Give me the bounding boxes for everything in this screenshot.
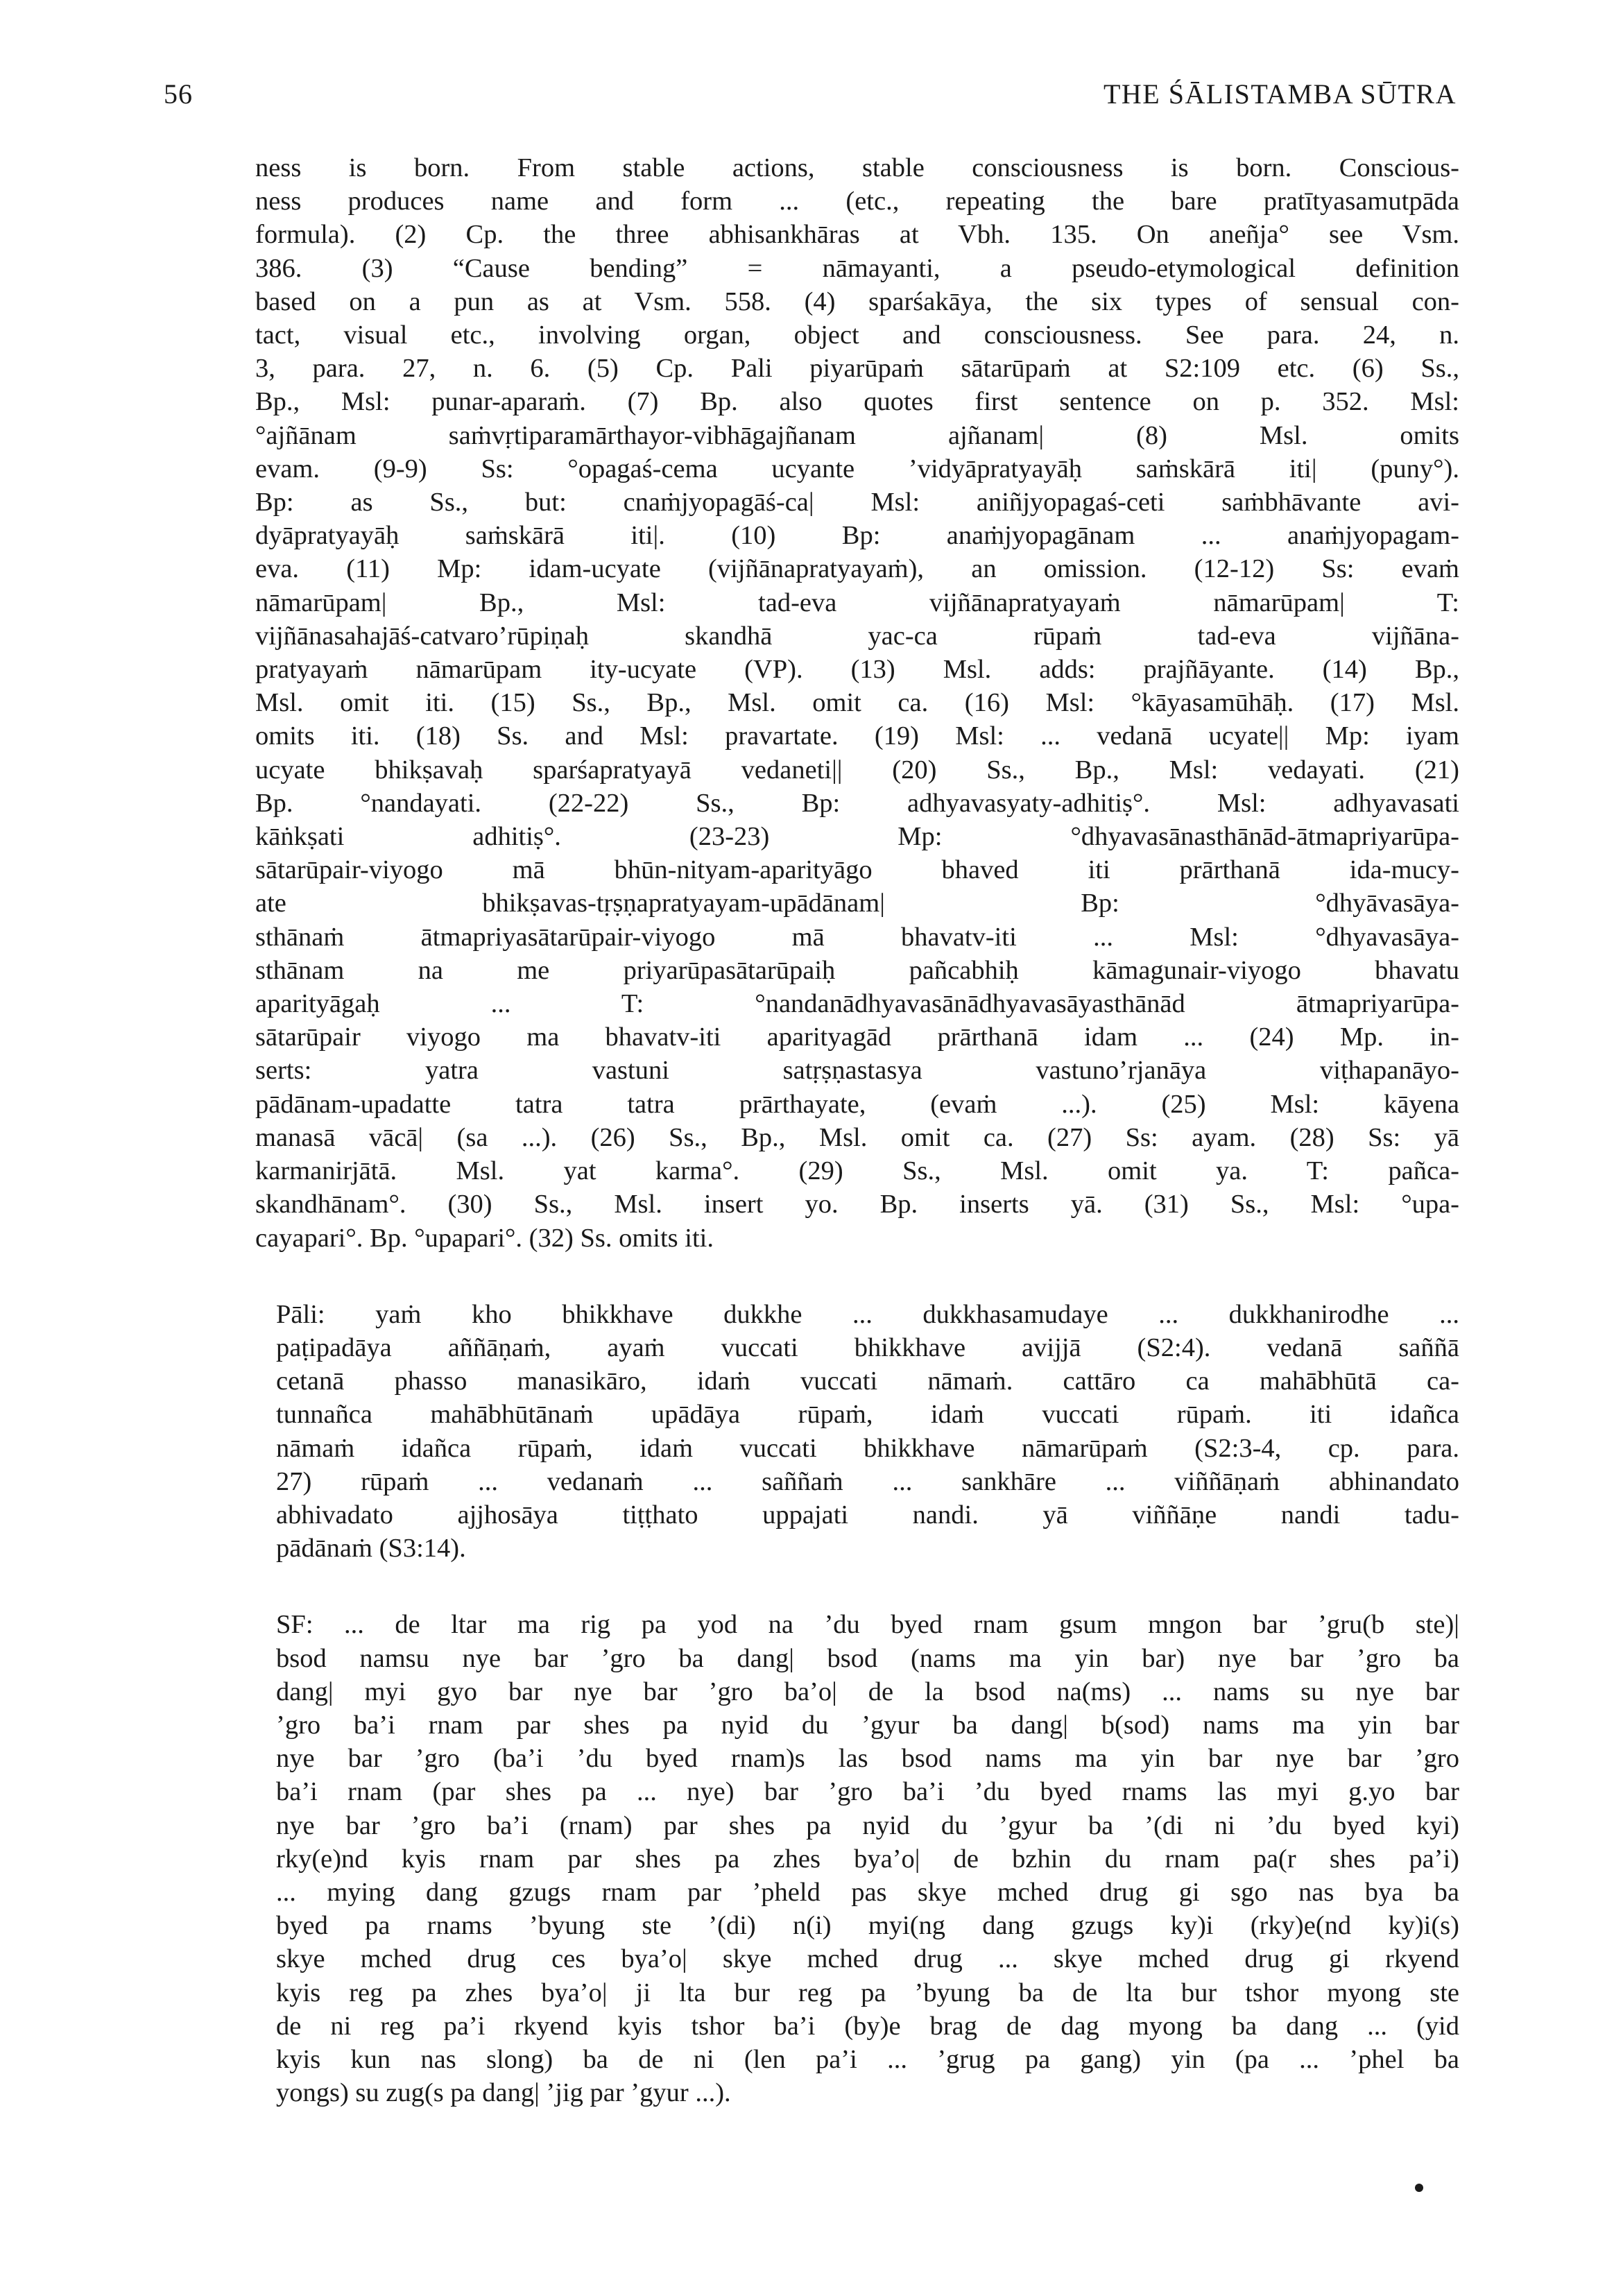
footnote-line: tact, visual etc., involving organ, object and consciousness. See para. 24, n. [255, 320, 1459, 350]
footnote-line: cayapari°. Bp. °upapari°. (32) Ss. omits iti. [255, 1223, 714, 1253]
pali-line: tunnañca mahābhūtānaṁ upādāya rūpaṁ, idaṁ vuccati rūpaṁ. iti idañca [276, 1400, 1459, 1430]
footnote-line: aparityāgaḥ ... T: °nandanādhyavasānādhyavasāyasthānād ātmapriyarūpa- [255, 989, 1459, 1019]
sf-line: ... mying dang gzugs rnam par ’pheld pas skye mched drug gi sgo nas bya ba [276, 1877, 1459, 1907]
footnote-line: eva. (11) Mp: idam-ucyate (vijñānapratyayaṁ), an omission. (12-12) Ss: evaṁ [255, 554, 1459, 584]
footnote-line: omits iti. (18) Ss. and Msl: pravartate. (19) Msl: ... vedanā ucyate|| Mp: iyam [255, 721, 1459, 751]
sf-line: nye bar ’gro ba’i (rnam) par shes pa nyid du ’gyur ba ’(di ni ’du byed kyi) [276, 1810, 1459, 1840]
footnote-line: 3, para. 27, n. 6. (5) Cp. Pali piyarūpaṁ sātarūpaṁ at S2:109 etc. (6) Ss., [255, 354, 1459, 384]
body-text [255, 151, 1459, 2109]
footnote-line: vijñānasahajāś-catvaro’rūpiṇaḥ skandhā yac-ca rūpaṁ tad-eva vijñāna- [255, 621, 1459, 651]
running-head: THE ŚĀLISTAMBA SŪTRA [1103, 78, 1457, 110]
footnote-line: pratyayaṁ nāmarūpam ity-ucyate (VP). (13) Msl. adds: prajñāyante. (14) Bp., [255, 655, 1459, 685]
footnote-line: °ajñānam saṁvṛtiparamārthayor-vibhāgajñanam ajñanam| (8) Msl. omits [255, 420, 1459, 450]
footnote-line: ness is born. From stable actions, stable consciousness is born. Conscious- [255, 153, 1459, 182]
footnote-line: karmanirjātā. Msl. yat karma°. (29) Ss., Msl. omit ya. T: pañca- [255, 1156, 1459, 1186]
footnote-line: ucyate bhikṣavaḥ sparśapratyayā vedaneti|| (20) Ss., Bp., Msl: vedayati. (21) [255, 755, 1459, 785]
footnote-line: evam. (9-9) Ss: °opagaś-cema ucyante ’vidyāpratyayāḥ saṁskārā iti| (puny°). [255, 454, 1459, 483]
footnote-line: Msl. omit iti. (15) Ss., Bp., Msl. omit ca. (16) Msl: °kāyasamūhāḥ. (17) Msl. [255, 688, 1459, 718]
pali-line: cetanā phasso manasikāro, idaṁ vuccati nāmaṁ. cattāro ca mahābhūtā ca- [276, 1367, 1459, 1396]
footnote-line: dyāpratyayāḥ saṁskārā iti|. (10) Bp: anaṁjyopagānam ... anaṁjyopagam- [255, 521, 1459, 551]
sf-line: ’gro ba’i rnam par shes pa nyid du ’gyur ba dang| b(sod) nams ma yin bar [276, 1710, 1459, 1740]
footnote-line: sātarūpair viyogo ma bhavatv-iti aparityagād prārthanā idam ... (24) Mp. in- [255, 1022, 1459, 1052]
footnote-line: ness produces name and form ... (etc., repeating the bare pratītyasamutpāda [255, 187, 1459, 216]
ink-dot [1415, 2184, 1423, 2192]
pali-line: abhivadato ajjhosāya tiṭṭhato uppajati nandi. yā viññāṇe nandi tadu- [276, 1500, 1459, 1530]
footnote-line: Bp. °nandayati. (22-22) Ss., Bp: adhyavasyaty-adhitiṣ°. Msl: adhyavasati [255, 788, 1459, 818]
footnote-line: Bp: as Ss., but: cnaṁjyopagāś-ca| Msl: aniñjyopagaś-ceti saṁbhāvante avi- [255, 488, 1459, 517]
pali-line: nāmaṁ idañca rūpaṁ, idaṁ vuccati bhikkhave nāmarūpaṁ (S2:3-4, cp. para. [276, 1433, 1459, 1463]
sf-line: SF: ... de ltar ma rig pa yod na ’du byed rnam gsum mngon bar ’gru(b ste)| [276, 1610, 1459, 1640]
footnotes-block [255, 151, 1459, 1255]
pali-line: pādānaṁ (S3:14). [276, 1534, 466, 1563]
footnote-line: 386. (3) “Cause bending” = nāmayanti, a pseudo-etymological definition [255, 253, 1459, 283]
footnote-line: sthānam na me priyarūpasātarūpaiḥ pañcabhiḥ kāmagunair-viyogo bhavatu [255, 955, 1459, 985]
footnote-line: ate bhikṣavas-tṛṣṇapratyayam-upādānam| Bp: °dhyāvasāya- [255, 889, 1459, 918]
pali-parallel-block [255, 1298, 1459, 1566]
sf-line: bsod namsu nye bar ’gro ba dang| bsod (nams ma yin bar) nye bar ’gro ba [276, 1643, 1459, 1673]
sf-line: yongs) su zug(s pa dang| ’jig par ’gyur ...). [276, 2078, 731, 2108]
sf-line: nye bar ’gro (ba’i ’du byed rnam)s las bsod nams ma yin bar nye bar ’gro [276, 1744, 1459, 1774]
sf-line: kyis kun nas slong) ba de ni (len pa’i ... ’grug pa gang) yin (pa ... ’phel ba [276, 2044, 1459, 2074]
pali-line: paṭipadāya aññāṇaṁ, ayaṁ vuccati bhikkhave avijjā (S2:4). vedanā saññā [276, 1333, 1459, 1362]
footnote-line: based on a pun as at Vsm. 558. (4) sparśakāya, the six types of sensual con- [255, 286, 1459, 316]
pali-line: Pāli: yaṁ kho bhikkhave dukkhe ... dukkhasamudaye ... dukkhanirodhe ... [276, 1299, 1459, 1329]
footnote-line: kāṅkṣati adhitiṣ°. (23-23) Mp: °dhyavasānasthānād-ātmapriyarūpa- [255, 822, 1459, 852]
tibetan-sf-block [255, 1608, 1459, 2109]
footnote-line: formula). (2) Cp. the three abhisankhāras at Vbh. 135. On aneñja° see Vsm. [255, 220, 1459, 250]
footnote-line: sātarūpair-viyogo mā bhūn-nityam-aparityāgo bhaved iti prārthanā ida-mucy- [255, 855, 1459, 885]
footnote-line: Bp., Msl: punar-aparaṁ. (7) Bp. also quotes first sentence on p. 352. Msl: [255, 387, 1459, 417]
footnote-line: serts: yatra vastuni satṛṣṇastasya vastuno’rjanāya viṭhapanāyo- [255, 1056, 1459, 1086]
sf-line: kyis reg pa zhes bya’o| ji lta bur reg pa ’byung ba de lta bur tshor myong ste [276, 1978, 1459, 2007]
footnote-line: sthānaṁ ātmapriyasātarūpair-viyogo mā bhavatv-iti ... Msl: °dhyavasāya- [255, 922, 1459, 952]
footnote-line: skandhānam°. (30) Ss., Msl. insert yo. Bp. inserts yā. (31) Ss., Msl: °upa- [255, 1190, 1459, 1219]
sf-line: skye mched drug ces bya’o| skye mched drug ... skye mched drug gi rkyend [276, 1944, 1459, 1974]
sf-line: dang| myi gyo bar nye bar ’gro ba’o| de la bsod na(ms) ... nams su nye bar [276, 1677, 1459, 1706]
footnote-line: pādānam-upadatte tatra tatra prārthayate, (evaṁ ...). (25) Msl: kāyena [255, 1089, 1459, 1119]
pali-line: 27) rūpaṁ ... vedanaṁ ... saññaṁ ... sankhāre ... viññāṇaṁ abhinandato [276, 1466, 1459, 1496]
footnote-line: nāmarūpam| Bp., Msl: tad-eva vijñānapratyayaṁ nāmarūpam| T: [255, 588, 1459, 617]
sf-line: rky(e)nd kyis rnam par shes pa zhes bya’o| de bzhin du rnam pa(r shes pa’i) [276, 1844, 1459, 1874]
sf-line: byed pa rnams ’byung ste ’(di) n(i) myi(ng dang gzugs ky)i (rky)e(nd ky)i(s) [276, 1911, 1459, 1941]
page-number: 56 [164, 78, 193, 110]
sf-line: de ni reg pa’i rkyend kyis tshor ba’i (by)e brag de dag myong ba dang ... (yid [276, 2011, 1459, 2041]
footnote-line: manasā vācā| (sa ...). (26) Ss., Bp., Msl. omit ca. (27) Ss: ayam. (28) Ss: yā [255, 1122, 1459, 1152]
sf-line: ba’i rnam (par shes pa ... nye) bar ’gro ba’i ’du byed rnams las myi g.yo bar [276, 1777, 1459, 1807]
